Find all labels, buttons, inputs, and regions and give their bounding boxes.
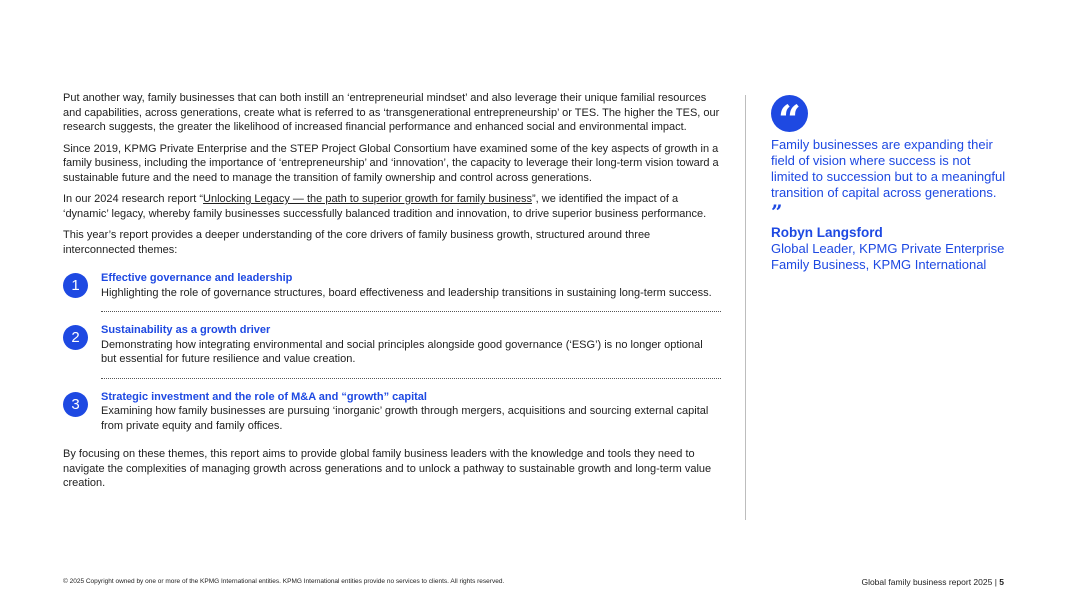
paragraph-prior-report xyxy=(63,192,721,221)
theme-title: Sustainability as a growth driver xyxy=(101,324,271,336)
quote-author-org: Family Business, KPMG International xyxy=(771,257,987,272)
theme-item xyxy=(63,390,721,434)
theme-item xyxy=(63,323,721,367)
quote-author-name: Robyn Langsford xyxy=(771,225,883,240)
report-link[interactable]: Unlocking Legacy — the path to superior growth for family business xyxy=(203,193,532,205)
copyright-notice: © 2025 Copyright owned by one or more of the KPMG International entities. KPMG International entities provide no services to clients. All rights reserved. xyxy=(63,578,505,585)
page-number: 5 xyxy=(999,577,1004,587)
theme-description: Highlighting the role of governance structures, board effectiveness and leadership transitions in sustaining long-term success. xyxy=(101,286,712,299)
dotted-divider xyxy=(101,311,721,312)
quote-open-icon: “ xyxy=(771,95,808,132)
sidebar-divider xyxy=(745,95,746,520)
theme-description: Demonstrating how integrating environmental and social principles alongside good governance (‘ESG’) is no longer optional but essential for future resilience and value creation. xyxy=(101,338,703,365)
theme-number-badge: 1 xyxy=(63,273,88,298)
paragraph-intro: Put another way, family businesses that can both instill an ‘entrepreneurial mindset’ and also leverage their unique familial resources and capabilities, across generations, create what is referred to as ‘transgenerational entrepreneurship’ or TES. The higher the TES, our research suggests, the greater the likelihood of increased financial performance and enhanced social and environmental impact. xyxy=(63,92,720,133)
pull-quote xyxy=(771,137,1011,224)
quote-close-icon: ” xyxy=(771,200,783,224)
theme-number-badge: 3 xyxy=(63,392,88,417)
p3-post: ”, we identified the impact of a ‘dynamic’ legacy, whereby family businesses successfully balanced tradition and innovation, to drive superior business performance. xyxy=(63,193,707,220)
quote-sidebar xyxy=(771,95,1011,273)
p3-pre: In our 2024 research report “ xyxy=(63,193,204,205)
paragraph-themes-intro: This year’s report provides a deeper understanding of the core drivers of family business growth, structured around three interconnected themes: xyxy=(63,229,651,256)
report-title: Global family business report 2025 | xyxy=(861,577,1000,587)
theme-title: Strategic investment and the role of M&A and “growth” capital xyxy=(101,390,427,403)
main-content xyxy=(63,91,721,498)
dotted-divider xyxy=(101,378,721,379)
quote-author-role: Global Leader, KPMG Private Enterprise xyxy=(771,241,1005,256)
theme-description: Examining how family businesses are pursuing ‘inorganic’ growth through mergers, acquisitions and sourcing external capital from private equity and family offices. xyxy=(101,405,709,432)
page-footer xyxy=(861,577,1004,587)
quote-text: Family businesses are expanding their field of vision where success is not limited to succession but to a meaningful transition of capital across generations. xyxy=(771,137,1006,200)
paragraph-history: Since 2019, KPMG Private Enterprise and the STEP Project Global Consortium have examined some of the key aspects of growth in a family business, including the importance of ‘entrepreneurship’ and ‘innovation’, the capacity to leverage their long-term vision toward a sustainable future and the need to manage the transition of family ownership and control across generations. xyxy=(63,142,719,184)
paragraph-conclusion: By focusing on these themes, this report aims to provide global family business leaders with the knowledge and tools they need to navigate the complexities of managing growth across generations and to unlock a pathway to sustainable growth and long-term value creation. xyxy=(63,448,712,489)
theme-number-badge: 2 xyxy=(63,325,88,350)
theme-item xyxy=(63,271,721,300)
theme-title: Effective governance and leadership xyxy=(101,272,293,284)
